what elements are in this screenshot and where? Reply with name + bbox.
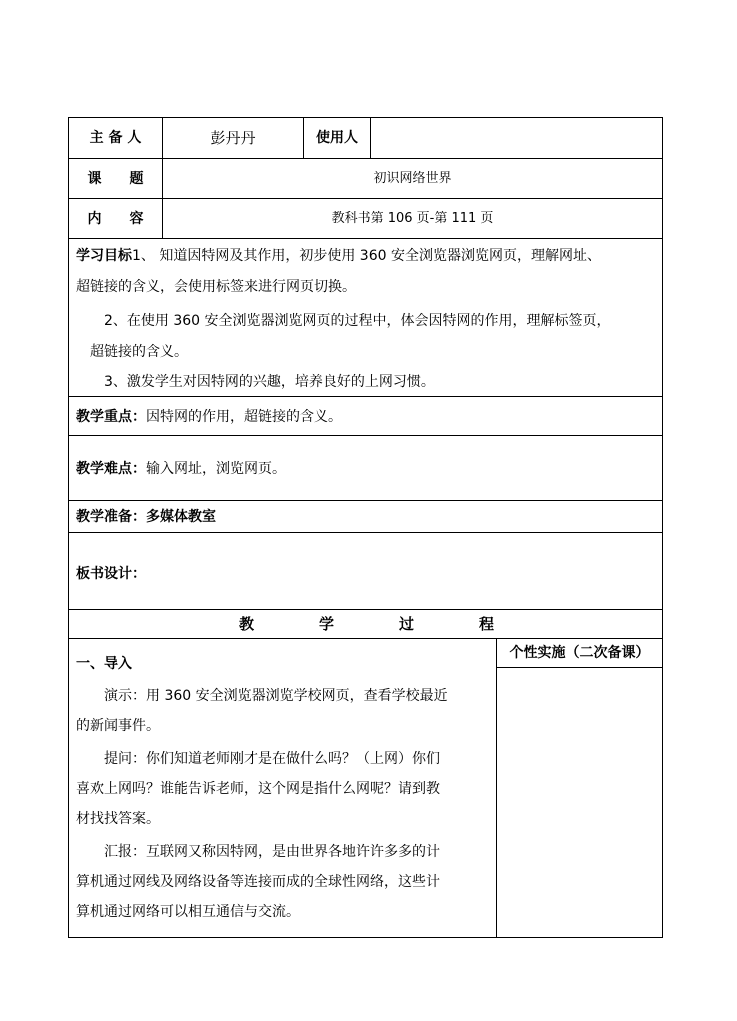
key-points-label: 教学重点：: [76, 409, 146, 425]
objectives-line-1: [76, 248, 601, 264]
report-line-2: 算机通过网线及网络设备等连接而成的全球性网络，这些计: [76, 874, 440, 890]
preparation-label: 教学准备：: [76, 509, 146, 525]
difficulties: [76, 461, 286, 477]
key-points-text: 因特网的作用，超链接的含义。: [146, 409, 342, 425]
row-divider: [69, 396, 662, 397]
process-char-4: 程: [479, 615, 495, 633]
process-char-3: 过: [399, 615, 415, 633]
row-divider: [69, 238, 662, 239]
report-line-1: 汇报：互联网又称因特网，是由世界各地许许多多的计: [104, 844, 440, 860]
individual-implementation-label: 个性实施（二次备课）: [509, 645, 650, 661]
user-value: [371, 118, 662, 158]
objectives-line-2: 超链接的含义，会使用标签来进行网页切换。: [76, 279, 356, 295]
objectives-line-5: 3、激发学生对因特网的兴趣，培养良好的上网习惯。: [104, 374, 435, 390]
board-design-label: 板书设计：: [76, 566, 146, 582]
content-value: 教科书第 106 页-第 111 页: [331, 211, 494, 226]
content-label: 内 容: [87, 210, 144, 227]
row-divider: [69, 435, 662, 436]
user-label: 使用人: [316, 130, 358, 146]
difficulties-text: 输入网址，浏览网页。: [146, 461, 286, 477]
preparation-text: 多媒体教室: [146, 509, 216, 525]
objectives-line-4: 超链接的含义。: [90, 344, 188, 360]
lesson-plan-table: [68, 117, 663, 938]
ask-line-1: 提问：你们知道老师刚才是在做什么吗？（上网）你们: [104, 751, 440, 767]
preparer-value: 彭丹丹: [210, 128, 256, 147]
row-divider: [69, 500, 662, 501]
demo-line-1: 演示：用 360 安全浏览器浏览学校网页，查看学校最近: [104, 688, 448, 704]
topic-value: 初识网络世界: [373, 171, 452, 186]
demo-line-2: 的新闻事件。: [76, 718, 160, 734]
ask-line-3: 材找找答案。: [76, 811, 160, 827]
topic-label: 课 题: [87, 170, 144, 187]
key-points: [76, 409, 342, 425]
ask-line-2: 喜欢上网吗？谁能告诉老师，这个网是指什么网呢？请到教: [76, 781, 440, 797]
preparation: [76, 509, 216, 525]
objectives-text-1: 1、 知道因特网及其作用，初步使用 360 安全浏览器浏览网页，理解网址、: [132, 248, 601, 264]
col-divider: [496, 638, 497, 937]
objectives-label: 学习目标: [76, 248, 132, 264]
side-header-divider: [496, 667, 662, 668]
process-char-1: 教: [239, 615, 255, 633]
row-divider: [69, 609, 662, 610]
row-divider: [69, 532, 662, 533]
process-char-2: 学: [319, 615, 335, 633]
objectives-line-3: 2、在使用 360 安全浏览器浏览网页的过程中，体会因特网的作用，理解标签页，: [104, 313, 611, 329]
preparer-label: 主 备 人: [89, 130, 142, 146]
section-1-title: 一、导入: [76, 656, 132, 672]
difficulties-label: 教学难点：: [76, 461, 146, 477]
report-line-3: 算机通过网络可以相互通信与交流。: [76, 904, 300, 920]
